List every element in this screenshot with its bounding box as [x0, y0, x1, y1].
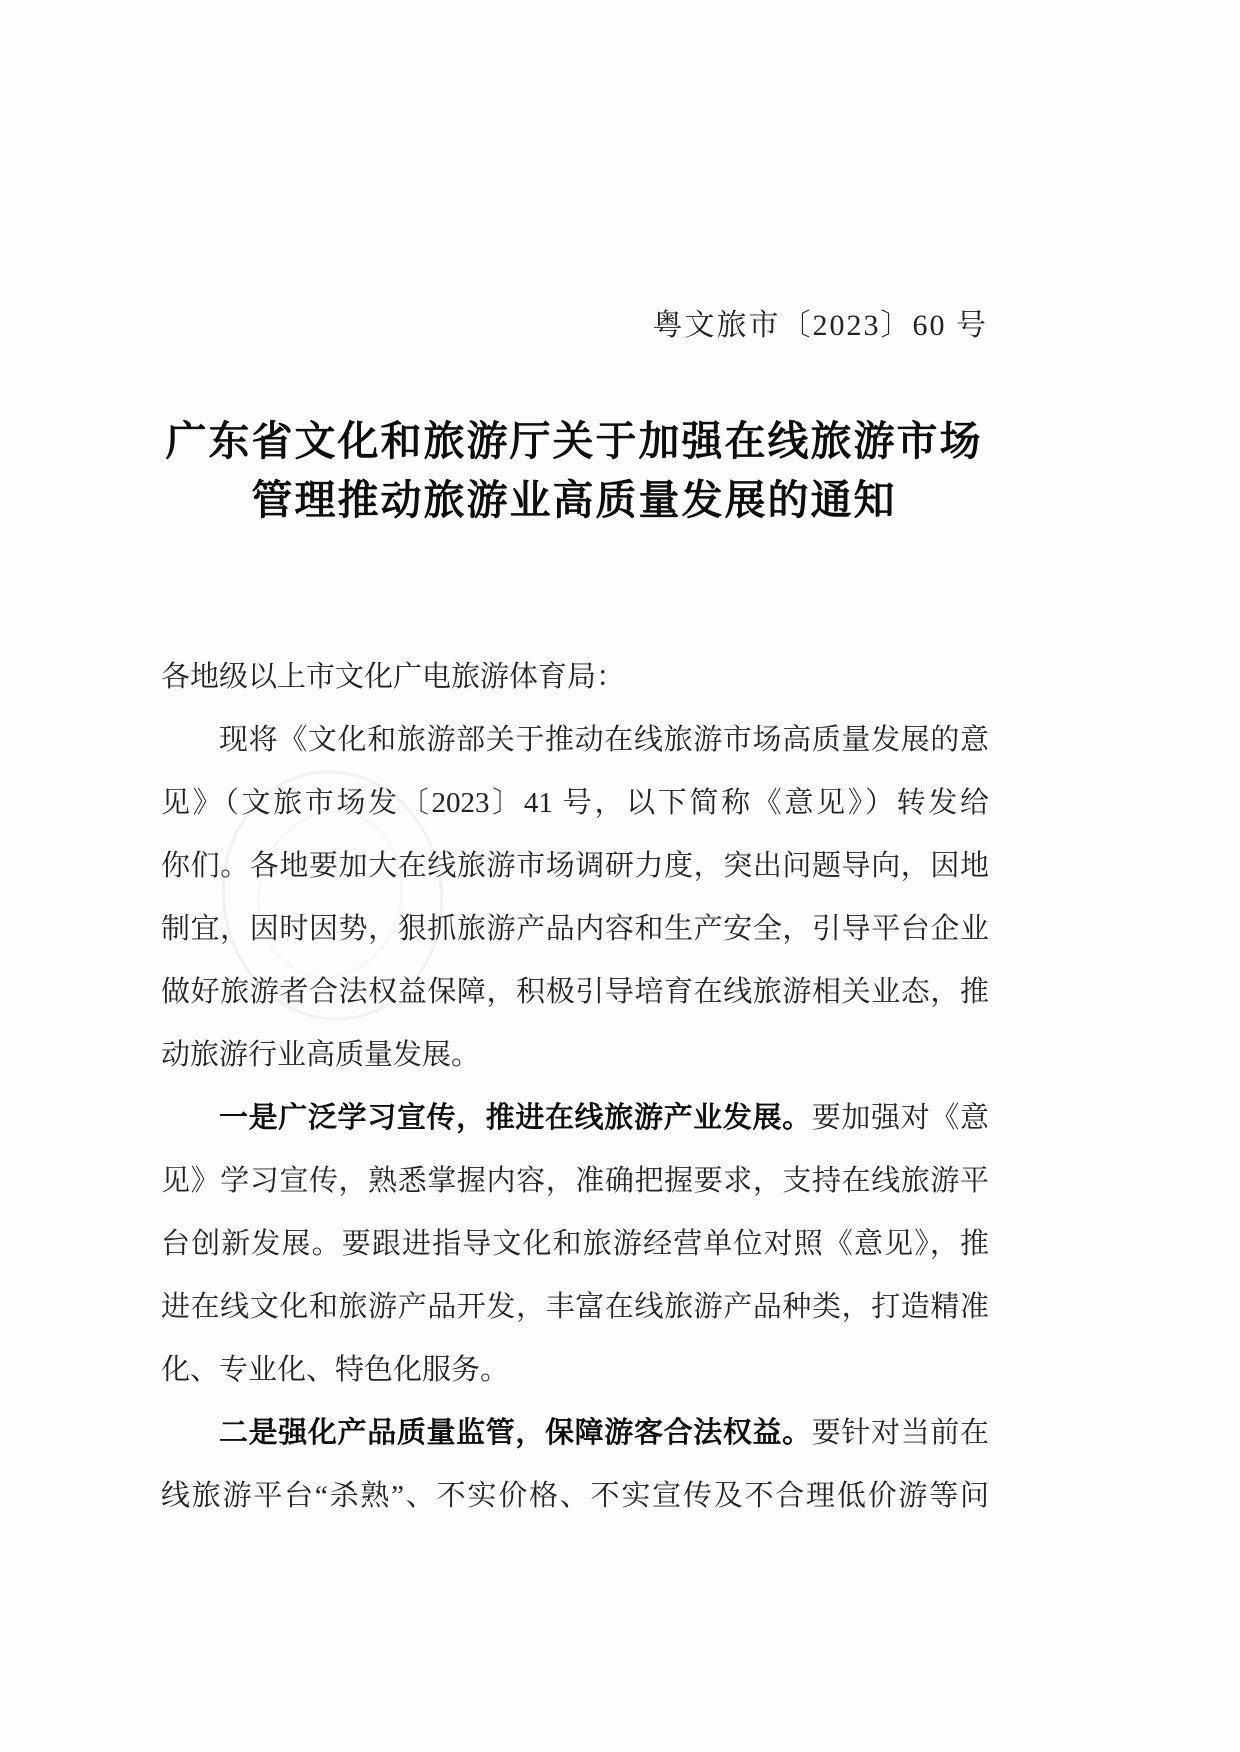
salutation-line: 各地级以上市文化广电旅游体育局：: [161, 661, 626, 693]
document-title-line1: 广东省文化和旅游厅关于加强在线旅游市场: [165, 418, 983, 464]
body-line: 制宜，因时因势，狠抓旅游产品内容和生产安全，引导平台企业: [161, 913, 989, 945]
paragraph2-bold-lead: 一是广泛学习宣传，推进在线旅游产业发展。: [219, 1102, 812, 1134]
body-line: [161, 1087, 989, 1150]
body-line: 见》学习宣传，熟悉掌握内容，准确把握要求，支持在线旅游平: [161, 1165, 989, 1197]
body-line: 做好旅游者合法权益保障，积极引导培育在线旅游相关业态，推: [161, 976, 989, 1008]
body-line: 化、专业化、特色化服务。: [161, 1354, 510, 1386]
body-line: 你们。各地要加大在线旅游市场调研力度，突出问题导向，因地: [161, 850, 989, 882]
document-title-line2: 管理推动旅游业高质量发展的通知: [251, 477, 897, 523]
body-line: 台创新发展。要跟进指导文化和旅游经营单位对照《意见》，推: [161, 1228, 989, 1260]
paragraph3-line1-rest: 要针对当前在: [811, 1417, 989, 1449]
document-body: [161, 646, 989, 1528]
document-reference-number: 粤文旅市〔2023〕60 号: [652, 309, 988, 342]
body-line: 现将《文化和旅游部关于推动在线旅游市场高质量发展的意: [219, 724, 989, 756]
body-line: 动旅游行业高质量发展。: [161, 1039, 481, 1071]
document-title: [135, 412, 1013, 530]
paragraph3-bold-lead: 二是强化产品质量监管，保障游客合法权益。: [219, 1417, 812, 1449]
body-line: 进在线文化和旅游产品开发，丰富在线旅游产品种类，打造精准: [161, 1291, 989, 1323]
body-line: 见》（文旅市场发〔2023〕41 号，以下简称《意见》）转发给: [161, 787, 989, 819]
paragraph2-line1-rest: 要加强对《意: [811, 1102, 989, 1134]
body-line: 线旅游平台“杀熟”、不实价格、不实宣传及不合理低价游等问: [161, 1480, 989, 1512]
body-line: [161, 1402, 989, 1465]
